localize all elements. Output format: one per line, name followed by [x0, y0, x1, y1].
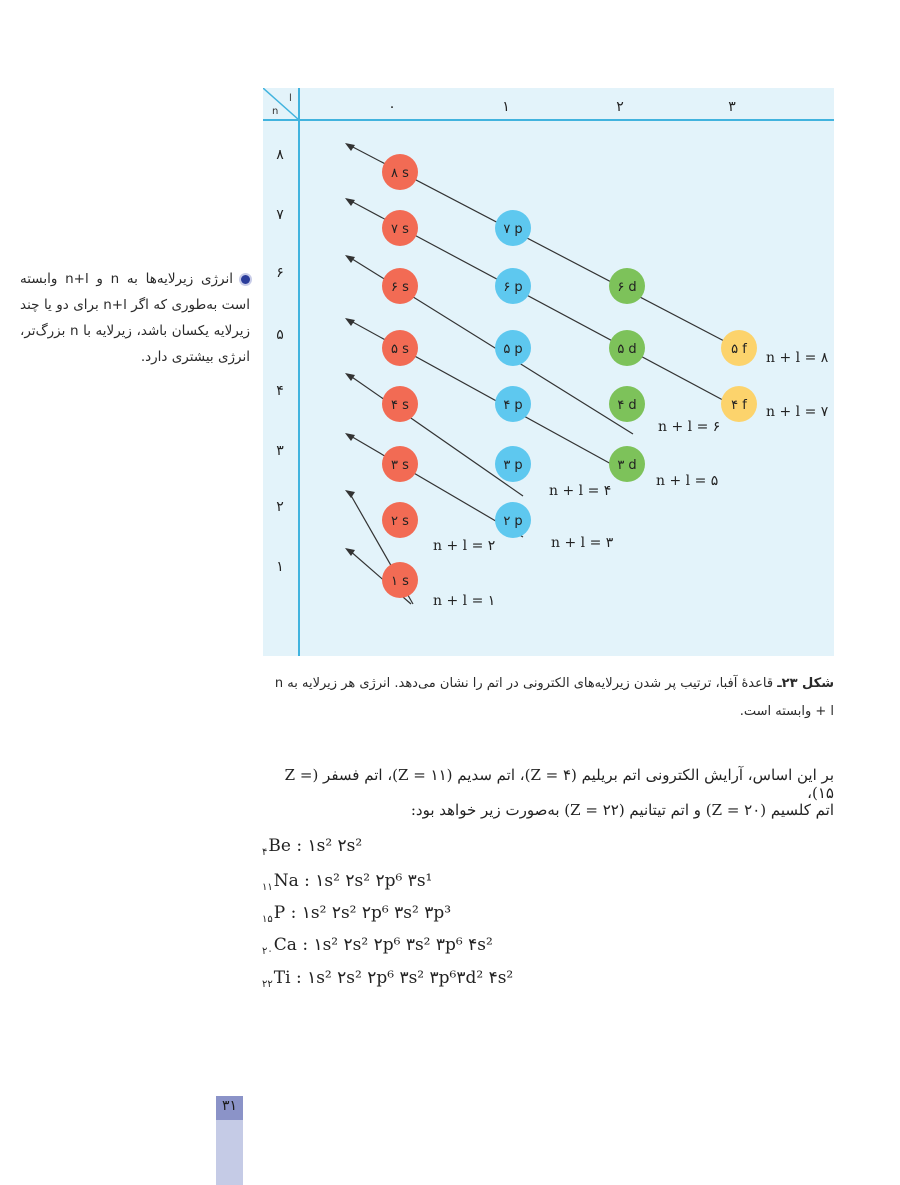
paragraph-line-2: اتم کلسیم (Z = ۲۰) و اتم تیتانیم (Z = ۲۲) به‌صورت زیر خواهد بود: — [410, 801, 834, 819]
n-row-label: ۶ — [276, 265, 284, 281]
config-ti — [262, 968, 513, 990]
orbital-p-label: ۷ p — [503, 222, 523, 237]
n-row-label: ۲ — [276, 499, 284, 515]
element-symbol: Ca — [273, 935, 297, 955]
orbital-s-label: ۳ s — [391, 458, 409, 473]
n-plus-l-label: n + l = ۸ — [766, 350, 829, 366]
n-row-label: ۷ — [276, 207, 284, 223]
orbital-s-label: ۴ s — [391, 398, 409, 413]
orbital-s-label: ۱ s — [391, 574, 409, 589]
element-symbol: Ti — [273, 968, 291, 988]
n-row-label: ۱ — [276, 559, 284, 575]
orbital-s-label: ۸ s — [391, 166, 409, 181]
orbital-p-label: ۲ p — [503, 514, 523, 529]
n-row-label: ۵ — [276, 327, 284, 343]
side-note-text: انرژی زیرلایه‌ها به n و n+l وابسته است به‌طوری که اگر n+l برای دو یا چند زیرلایه یکسان باشد، زیرلایه با n بزرگ‌تر، انرژی بیشتری دارد. — [20, 271, 250, 365]
orbital-d-label: ۴ d — [617, 398, 637, 413]
n-plus-l-label: n + l = ۲ — [433, 538, 496, 554]
config-p — [262, 903, 451, 925]
orbital-p-label: ۳ p — [503, 458, 523, 473]
page-number-tab — [216, 1096, 243, 1185]
config-ca — [262, 935, 493, 957]
caption-text: قاعدهٔ آفبا، ترتیب پر شدن زیرلایه‌های الکترونی در اتم را نشان می‌دهد. انرژی هر زیرلایه به n + l وابسته است. — [274, 676, 834, 719]
l-header-2: ۲ — [616, 99, 624, 115]
config-be — [262, 836, 362, 858]
l-header-1: ۱ — [502, 99, 510, 115]
config-body: : ۱s² ۲s² ۲p⁶ ۳s¹ — [304, 871, 433, 891]
bullet-icon — [241, 275, 250, 284]
orbital-f-label: ۵ f — [731, 342, 747, 357]
n-row-label: ۴ — [276, 383, 284, 399]
n-plus-l-label: n + l = ۴ — [549, 483, 612, 499]
n-plus-l-label: n + l = ۶ — [658, 419, 721, 435]
corner-n-label: n — [272, 106, 279, 117]
orbital-s-label: ۷ s — [391, 222, 409, 237]
n-plus-l-label: n + l = ۱ — [433, 593, 496, 609]
page-number: ۳۱ — [221, 1098, 238, 1114]
config-body: : ۱s² ۲s² ۲p⁶ ۳s² ۳p⁶۳d² ۴s² — [295, 968, 514, 988]
n-plus-l-label: n + l = ۷ — [766, 404, 829, 420]
l-header-0: ۰ — [388, 99, 396, 115]
corner-l-label: l — [289, 93, 292, 104]
atomic-number: ۴ — [262, 847, 268, 858]
orbital-s-label: ۵ s — [391, 342, 409, 357]
n-row-label: ۸ — [276, 147, 284, 163]
n-row-label: ۳ — [276, 443, 284, 459]
orbital-p-label: ۵ p — [503, 342, 523, 357]
paragraph-line-1: بر این اساس، آرایش الکترونی اتم بریلیم (Z = ۴)، اتم سدیم (Z = ۱۱)، اتم فسفر (Z = ۱۵)، — [284, 766, 834, 802]
l-header-3: ۳ — [728, 99, 736, 115]
n-plus-l-label: n + l = ۵ — [656, 473, 719, 489]
config-body: : ۱s² ۲s² ۲p⁶ ۳s² ۳p³ — [290, 903, 452, 923]
element-symbol: P — [273, 903, 286, 923]
aufbau-diagram — [263, 88, 834, 656]
config-body: : ۱s² ۲s² — [296, 836, 363, 856]
figure-caption — [263, 670, 834, 726]
orbital-f-label: ۴ f — [731, 398, 747, 413]
orbital-s-label: ۶ s — [391, 280, 409, 295]
orbital-d-label: ۵ d — [617, 342, 637, 357]
caption-title: شکل ۲۳ـ — [777, 676, 834, 691]
n-plus-l-label: n + l = ۳ — [551, 535, 614, 551]
diagram-background — [263, 88, 834, 656]
orbital-p-label: ۶ p — [503, 280, 523, 295]
atomic-number: ۱۵ — [262, 914, 273, 925]
orbital-s-label: ۲ s — [391, 514, 409, 529]
atomic-number: ۱۱ — [262, 882, 273, 893]
side-note — [20, 266, 250, 370]
orbital-p-label: ۴ p — [503, 398, 523, 413]
orbital-d-label: ۶ d — [617, 280, 637, 295]
config-body: : ۱s² ۲s² ۲p⁶ ۳s² ۳p⁶ ۴s² — [302, 935, 493, 955]
element-symbol: Na — [273, 871, 299, 891]
atomic-number: ۲۲ — [262, 979, 273, 990]
orbital-d-label: ۳ d — [617, 458, 637, 473]
atomic-number: ۲۰ — [262, 946, 273, 957]
element-symbol: Be — [268, 836, 291, 856]
config-na — [262, 871, 432, 893]
